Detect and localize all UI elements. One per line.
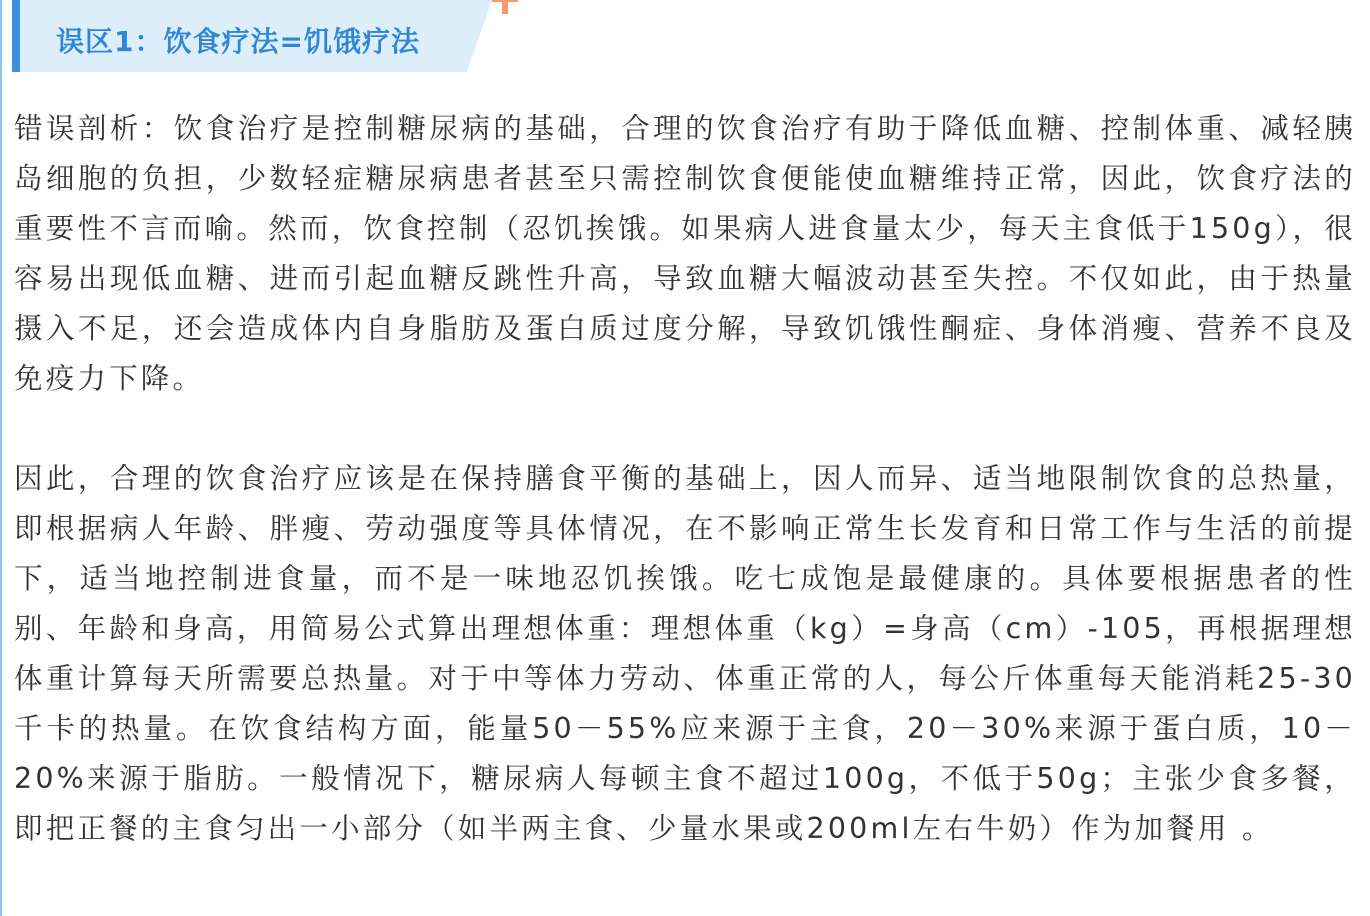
plus-icon xyxy=(490,0,520,14)
paragraph-error-analysis: 错误剖析：饮食治疗是控制糖尿病的基础，合理的饮食治疗有助于降低血糖、控制体重、减轻胰岛细胞的负担，少数轻症糖尿病患者甚至只需控制饮食便能使血糖维持正常，因此，饮食疗法的重要性不言而喻。然而，饮食控制（忍饥挨饿。如果病人进食量太少，每天主食低于150g），很容易出现低血糖、进而引起血糖反跳性升高，导致血糖大幅波动甚至失控。不仅如此，由于热量摄入不足，还会造成体内自身脂肪及蛋白质过度分解，导致饥饿性酮症、身体消瘦、营养不良及免疫力下降。 xyxy=(14,112,1356,395)
left-border-rule xyxy=(0,0,2,916)
section-title: 误区1：饮食疗法=饥饿疗法 xyxy=(56,25,420,58)
article-body xyxy=(14,104,1356,854)
paragraph-recommendation: 因此，合理的饮食治疗应该是在保持膳食平衡的基础上，因人而异、适当地限制饮食的总热量，即根据病人年龄、胖瘦、劳动强度等具体情况，在不影响正常生长发育和日常工作与生活的前提下，适当地控制进食量，而不是一味地忍饥挨饿。吃七成饱是最健康的。具体要根据患者的性别、年龄和身高，用简易公式算出理想体重：理想体重（kg）=身高（cm）-105，再根据理想体重计算每天所需要总热量。对于中等体力劳动、体重正常的人，每公斤体重每天能消耗25-30千卡的热量。在饮食结构方面，能量50－55%应来源于主食，20－30%来源于蛋白质，10－20%来源于脂肪。一般情况下，糖尿病人每顿主食不超过100g，不低于50g；主张少食多餐，即把正餐的主食匀出一小部分（如半两主食、少量水果或200ml左右牛奶）作为加餐用 。 xyxy=(14,462,1356,845)
section-header xyxy=(12,0,492,72)
paragraph-spacer xyxy=(14,404,1356,454)
